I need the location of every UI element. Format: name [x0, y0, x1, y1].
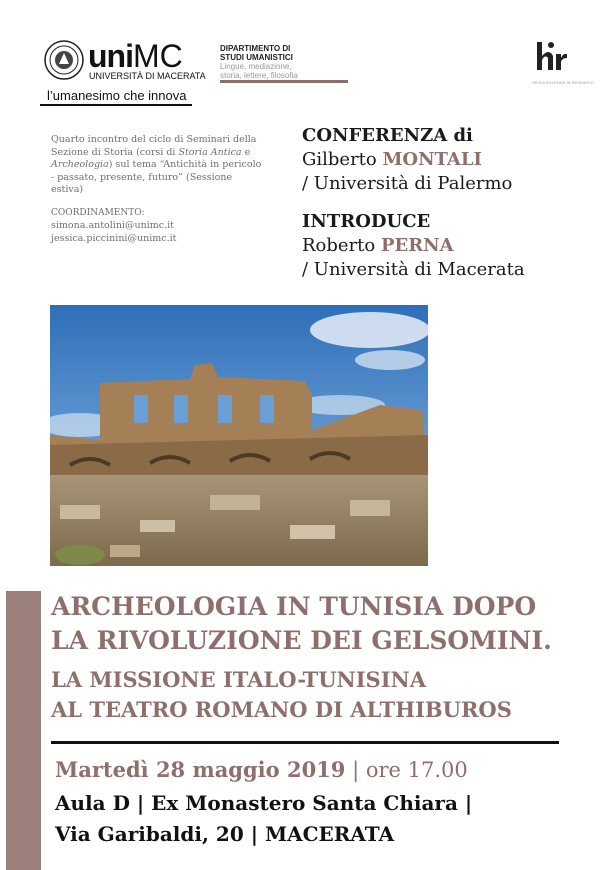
introducer-affiliation: / Università di Macerata	[302, 259, 525, 280]
speaker-affiliation: / Università di Palermo	[302, 173, 513, 194]
event-title-line-1: ARCHEOLOGIA IN TUNISIA DOPO	[51, 592, 537, 621]
introduce-label: INTRODUCE	[302, 211, 431, 232]
university-motto: l’umanesimo che innova	[47, 88, 187, 103]
hr-excellence-logo-icon	[533, 38, 569, 74]
title-accent-bar	[6, 591, 41, 870]
coordinator-email-2[interactable]: jessica.piccinini@unimc.it	[51, 233, 177, 244]
event-datetime	[55, 757, 468, 783]
datetime-separator: |	[345, 758, 366, 782]
event-date: Martedì 28 maggio 2019	[55, 757, 346, 782]
event-venue-line-2: Via Garibaldi, 20 | MACERATA	[55, 822, 395, 846]
event-title-line-2: LA RIVOLUZIONE DEI GELSOMINI.	[51, 626, 552, 655]
coordinator-email-1[interactable]: simona.antolini@unimc.it	[51, 220, 174, 231]
university-seal-icon	[44, 40, 84, 80]
university-name: UNIVERSITÀ DI MACERATA	[89, 71, 206, 81]
event-venue-line-1: Aula D | Ex Monastero Santa Chiara |	[55, 791, 473, 815]
speaker-name: Gilberto MONTALI	[302, 149, 482, 170]
department-rule	[220, 80, 348, 83]
introducer-name: Roberto PERNA	[302, 235, 454, 256]
seminar-intro: Quarto incontro del ciclo di Seminari della Sezione di Storia (corsi di Storia Antica e Archeologia) sul tema “Antichità in pericolo - passato, presente, futuro” (Sessione estiva)	[51, 134, 262, 195]
conference-label: CONFERENZA di	[302, 125, 473, 146]
department-subtitle: Lingue, mediazione, storia, lettere, filosofia	[220, 62, 298, 80]
event-subtitle-line-1: LA MISSIONE ITALO-TUNISINA	[51, 667, 427, 692]
event-time: ore 17.00	[365, 758, 468, 782]
theatre-ruins-photo	[50, 305, 428, 566]
motto-underline	[40, 104, 192, 106]
introduce-block	[302, 210, 525, 282]
coordination-label: COORDINAMENTO:	[51, 208, 145, 218]
title-rule	[51, 741, 559, 744]
event-subtitle-line-2: AL TEATRO ROMANO DI ALTHIBUROS	[51, 697, 512, 722]
university-brand: uniMC	[88, 38, 183, 74]
conference-block	[302, 124, 512, 196]
department-title: DIPARTIMENTO DI STUDI UMANISTICI	[220, 44, 293, 62]
hr-logo-caption: HR EXCELLENCE IN RESEARCH	[532, 80, 594, 85]
